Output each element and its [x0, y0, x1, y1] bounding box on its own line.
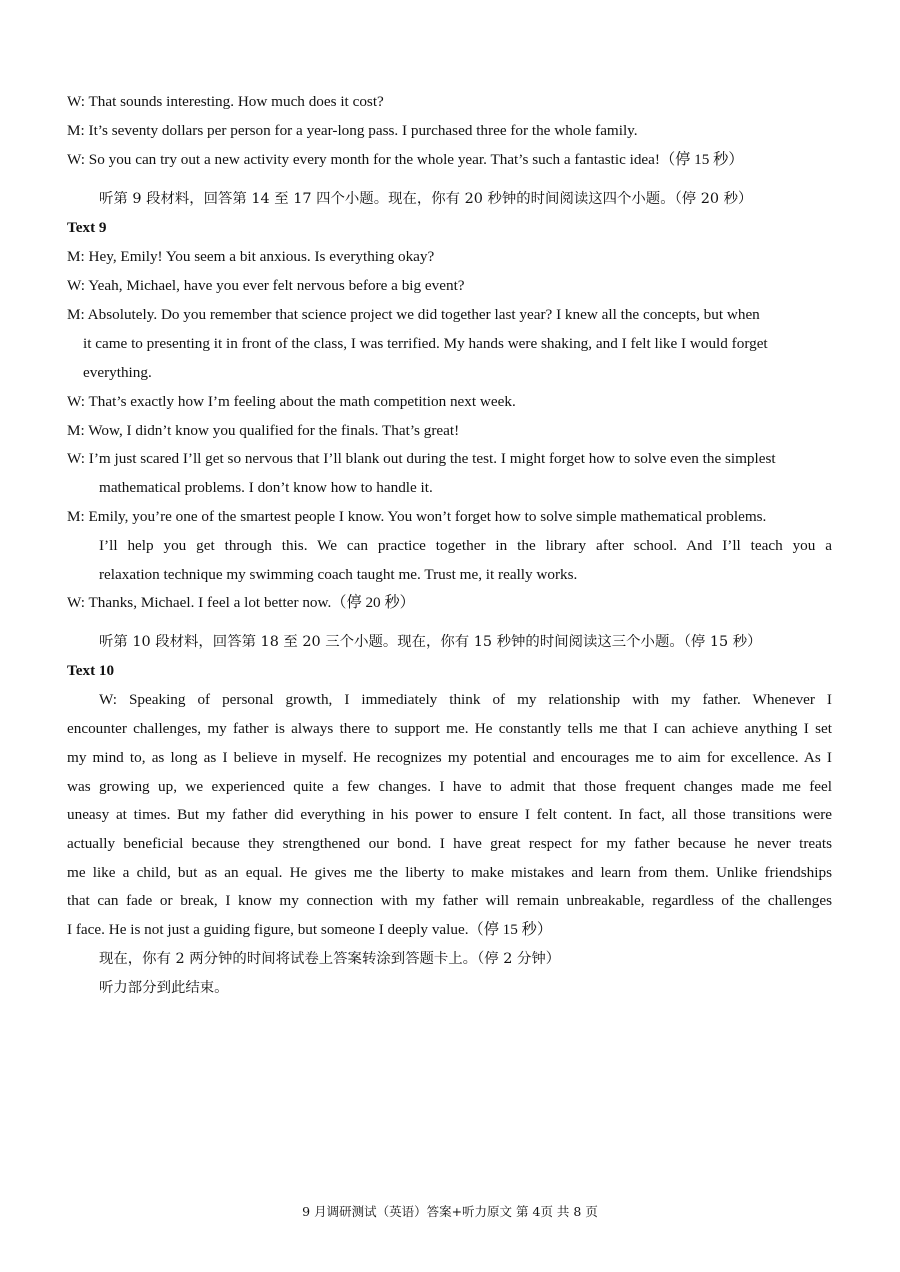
dialogue-line: W: That sounds interesting. How much does it cost? — [67, 93, 384, 110]
monologue-line: W: Speaking of personal growth, I immediately think of my relationship with my father. Whenever I — [99, 691, 832, 708]
instruction-text-9: 听第 9 段材料，回答第 14 至 17 四个小题。现在，你有 20 秒钟的时间阅读这四个小题。（停 20 秒） — [99, 191, 753, 207]
monologue-line: encounter challenges, my father is always there to support me. He constantly tells me that I can achieve anything I set — [67, 720, 832, 737]
monologue-line: me like a child, but as an equal. He gives me the liberty to make mistakes and learn from them. Unlike friendships — [67, 864, 832, 881]
page-footer: 9 月调研测试（英语）答案+听力原文 第 4页 共 8 页 — [302, 1204, 598, 1219]
closing-statement: 听力部分到此结束。 — [99, 980, 229, 996]
dialogue-line-continued: I’ll help you get through this. We can practice together in the library after school. And I’ll teach you a — [99, 537, 832, 554]
dialogue-line: M: Hey, Emily! You seem a bit anxious. Is everything okay? — [67, 248, 435, 265]
dialogue-line: W: So you can try out a new activity every month for the whole year. That’s such a fantastic idea!（停 15 秒） — [67, 151, 744, 168]
text-9-heading: Text 9 — [67, 219, 107, 236]
dialogue-line: M: It’s seventy dollars per person for a year-long pass. I purchased three for the whole family. — [67, 122, 638, 139]
dialogue-line: M: Absolutely. Do you remember that science project we did together last year? I knew all the concepts, but when — [67, 306, 760, 323]
dialogue-line-continued: relaxation technique my swimming coach taught me. Trust me, it really works. — [99, 566, 578, 583]
dialogue-line: W: That’s exactly how I’m feeling about the math competition next week. — [67, 393, 516, 410]
closing-instruction: 现在，你有 2 两分钟的时间将试卷上答案转涂到答题卡上。（停 2 分钟） — [99, 951, 561, 967]
monologue-line: my mind to, as long as I believe in myself. He recognizes my potential and encourages me to aim for excellence. As I — [67, 749, 832, 766]
dialogue-line-continued: mathematical problems. I don’t know how to handle it. — [99, 479, 433, 496]
dialogue-line: W: I’m just scared I’ll get so nervous that I’ll blank out during the test. I might forget how to solve even the simplest — [67, 450, 776, 467]
dialogue-line: M: Wow, I didn’t know you qualified for the finals. That’s great! — [67, 422, 460, 439]
dialogue-line-continued: everything. — [83, 364, 152, 381]
dialogue-line: M: Emily, you’re one of the smartest people I know. You won’t forget how to solve simple mathematical problems. — [67, 508, 767, 525]
dialogue-line: W: Yeah, Michael, have you ever felt nervous before a big event? — [67, 277, 465, 294]
monologue-line: I face. He is not just a guiding figure, but someone I deeply value.（停 15 秒） — [67, 921, 553, 938]
monologue-line: uneasy at times. But my father did everything in his power to ensure I felt content. In fact, all those transitions were — [67, 806, 832, 823]
text-10-heading: Text 10 — [67, 662, 115, 679]
monologue-line: was growing up, we experienced quite a few changes. I have to admit that those frequent changes made me feel — [67, 778, 832, 795]
monologue-line: actually beneficial because they strengthened our bond. I have great respect for my father because he never treats — [67, 835, 832, 852]
instruction-text-10: 听第 10 段材料，回答第 18 至 20 三个小题。现在，你有 15 秒钟的时间阅读这三个小题。（停 15 秒） — [99, 634, 762, 650]
monologue-line: that can fade or break, I know my connection with my father will remain unbreakable, regardless of the challenges — [67, 892, 832, 909]
dialogue-line: W: Thanks, Michael. I feel a lot better now.（停 20 秒） — [67, 594, 415, 611]
dialogue-line-continued: it came to presenting it in front of the class, I was terrified. My hands were shaking, and I felt like I would forget — [83, 335, 768, 352]
